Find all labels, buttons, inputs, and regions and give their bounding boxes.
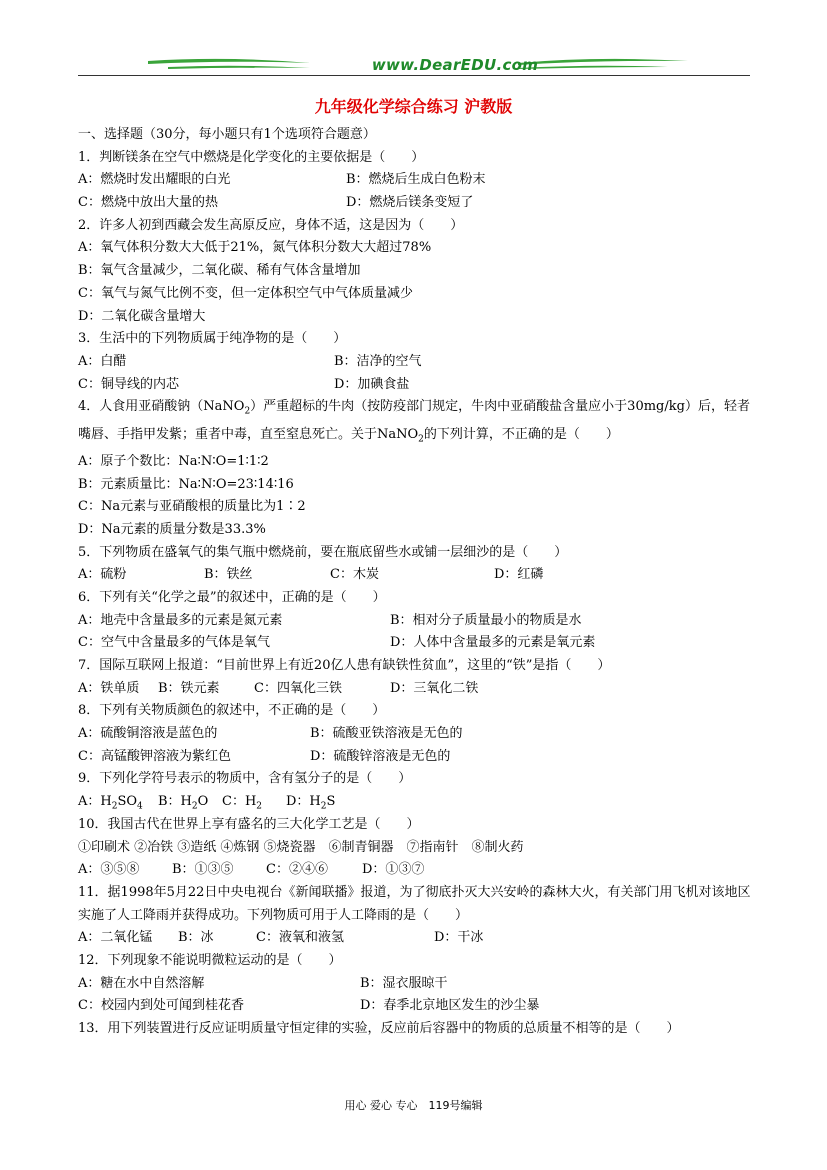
q12-option-a: A：糖在水中自然溶解 <box>78 975 205 991</box>
question-3-options-ab <box>78 351 758 374</box>
q9-a-mid: SO <box>117 794 138 810</box>
q1-option-d: D：燃烧后镁条变短了 <box>346 195 474 211</box>
exam-content <box>78 124 758 1041</box>
q8-option-d: D：硫酸锌溶液是无色的 <box>310 748 451 764</box>
question-3-options-cd <box>78 374 758 397</box>
question-4-stem <box>78 396 758 451</box>
q9-c-text: C：H <box>222 794 257 810</box>
q5-option-c: C：木炭 <box>330 567 379 583</box>
question-10-stem: 10．我国古代在世界上享有盛名的三大化学工艺是（ ） <box>78 816 420 832</box>
question-3-stem: 3．生活中的下列物质属于纯净物的是（ ） <box>78 331 347 347</box>
section-heading: 一、选择题（30分，每小题只有1个选项符合题意） <box>78 127 376 142</box>
q4-stem-sub2: 2 <box>418 434 424 445</box>
question-12-stem: 12．下列现象不能说明微粒运动的是（ ） <box>78 953 342 968</box>
q3-option-a: A：白醋 <box>78 353 127 369</box>
page-header <box>78 52 750 82</box>
question-11-options <box>78 927 758 950</box>
q4-option-a: A：原子个数比：Na∶N∶O=1∶1∶2 <box>78 453 269 469</box>
q5-option-a: A：硫粉 <box>78 567 127 583</box>
question-6-stem: 6．下列有关“化学之最”的叙述中，正确的是（ ） <box>78 589 386 605</box>
q10-option-b: B：①③⑤ <box>172 862 234 878</box>
question-9-stem: 9．下列化学符号表示的物质中，含有氢分子的是（ ） <box>78 771 412 787</box>
q9-c-sub: 2 <box>256 801 263 812</box>
q12-option-d: D：春季北京地区发生的沙尘暴 <box>360 998 540 1014</box>
q1-option-c: C：燃烧中放出大量的热 <box>78 195 218 211</box>
q12-option-b: B：湿衣服晾干 <box>360 975 448 991</box>
q1-option-a: A：燃烧时发出耀眼的白光 <box>78 172 231 188</box>
question-13-stem: 13．用下列装置进行反应证明质量守恒定律的实验，反应前后容器中的物质的总质量不相等的是（ ） <box>78 1021 680 1037</box>
question-11-stem: 11．据1998年5月22日中央电视台《新闻联播》报道，为了彻底扑灭大兴安岭的森林大火，有关部门用飞机对该地区实施了人工降雨并获得成功。下列物质可用于人工降雨的是（ ） <box>78 884 751 923</box>
q11-option-b: B：冰 <box>178 930 214 946</box>
question-12-options-cd <box>78 995 758 1018</box>
q11-option-d: D：干冰 <box>434 930 484 946</box>
q8-option-c: C：高锰酸钾溶液为紫红色 <box>78 748 231 764</box>
q10-option-a: A：③⑤⑧ <box>78 862 140 878</box>
q5-option-b: B：铁丝 <box>204 567 253 583</box>
header-divider <box>78 75 750 76</box>
q10-items: ①印刷术 ②冶铁 ③造纸 ④炼钢 ⑤烧瓷器 ⑥制青铜器 ⑦指南针 ⑧制火药 <box>78 839 524 855</box>
q3-option-b: B：洁净的空气 <box>334 353 422 369</box>
q2-option-c: C：氧气与氮气比例不变，但一定体积空气中气体质量减少 <box>78 285 413 301</box>
q6-option-b: B：相对分子质量最小的物质是水 <box>390 612 582 628</box>
q4-option-d: D：Na元素的质量分数是33.3% <box>78 521 266 537</box>
header-url: www.DearEDU.com <box>371 56 539 74</box>
question-1-options-ab <box>78 169 758 192</box>
q4-stem-part3: 的下列计算，不正确的是（ ） <box>423 426 619 442</box>
q9-d-text: D：H <box>286 794 321 810</box>
question-1-options-cd <box>78 192 758 215</box>
page-title: 九年级化学综合练习 沪教版 <box>314 97 513 116</box>
q9-d-post: S <box>326 794 336 810</box>
question-5-stem: 5．下列物质在盛氧气的集气瓶中燃烧前，要在瓶底留些水或铺一层细沙的是（ ） <box>78 544 568 560</box>
question-7-options <box>78 678 758 701</box>
q7-option-b: B：铁元素 <box>158 680 220 696</box>
q6-option-d: D：人体中含量最多的元素是氧元素 <box>390 635 596 651</box>
question-8-options-cd <box>78 746 758 769</box>
q10-option-c: C：②④⑥ <box>266 862 328 878</box>
page-footer: 用心 爱心 专心 119号编辑 <box>344 1099 483 1112</box>
q9-b-post: O <box>197 794 209 810</box>
q3-option-c: C：铜导线的内芯 <box>78 376 179 392</box>
q5-option-d: D：红磷 <box>494 567 544 583</box>
question-10-options <box>78 859 758 882</box>
question-5-options <box>78 564 758 587</box>
q9-b-sub: 2 <box>191 801 198 812</box>
q9-b-text: B：H <box>158 794 192 810</box>
q4-option-c: C：Na元素与亚硝酸根的质量比为1∶2 <box>78 499 306 515</box>
q3-option-d: D：加碘食盐 <box>334 376 410 392</box>
question-12-options-ab <box>78 973 758 996</box>
question-6-options-ab <box>78 610 758 633</box>
question-8-options-ab <box>78 723 758 746</box>
question-8-stem: 8．下列有关物质颜色的叙述中，不正确的是（ ） <box>78 703 386 719</box>
q12-option-c: C：校园内到处可闻到桂花香 <box>78 998 244 1014</box>
q9-a-text: A：H <box>78 794 112 810</box>
q4-stem-part2: ）严重超标的牛肉（按防疫部门规定，牛肉中亚硝酸盐含量应小于30mg/kg）后，轻者嘴唇、手指甲发紫；重者中毒，直至窒息死亡。关于NaNO <box>78 399 750 442</box>
q4-option-b: B：元素质量比：Na∶N∶O=23∶14∶16 <box>78 476 294 492</box>
q6-option-a: A：地壳中含量最多的元素是氮元素 <box>78 612 283 628</box>
question-6-options-cd <box>78 632 758 655</box>
question-2-stem: 2．许多人初到西藏会发生高原反应，身体不适，这是因为（ ） <box>78 217 464 233</box>
question-1-stem: 1．判断镁条在空气中燃烧是化学变化的主要依据是（ ） <box>78 149 425 165</box>
q1-option-b: B：燃烧后生成白色粉末 <box>346 172 486 188</box>
q7-option-c: C：四氧化三铁 <box>254 680 342 696</box>
q11-option-c: C：液氧和液氢 <box>256 930 344 946</box>
question-7-stem: 7．国际互联网上报道：“目前世界上有近20亿人患有缺铁性贫血”，这里的“铁”是指（ ） <box>78 658 611 674</box>
q2-option-a: A：氧气体积分数大大低于21%，氮气体积分数大大超过78% <box>78 240 432 256</box>
q8-option-b: B：硫酸亚铁溶液是无色的 <box>310 726 463 742</box>
q7-option-d: D：三氧化二铁 <box>390 680 479 696</box>
q2-option-d: D：二氧化碳含量增大 <box>78 308 206 324</box>
question-9-options <box>78 791 758 814</box>
q4-stem-part1: 4．人食用亚硝酸钠（NaNO <box>78 399 245 415</box>
q8-option-a: A：硫酸铜溶液是蓝色的 <box>78 726 218 742</box>
q9-d-sub: 2 <box>320 801 327 812</box>
q6-option-c: C：空气中含量最多的气体是氧气 <box>78 635 270 651</box>
q9-a-sub1: 2 <box>111 801 118 812</box>
q10-option-d: D：①③⑦ <box>362 862 425 878</box>
q4-stem-sub1: 2 <box>244 406 251 417</box>
q7-option-a: A：铁单质 <box>78 680 140 696</box>
q9-a-sub2: 4 <box>137 801 143 812</box>
q2-option-b: B：氧气含量减少，二氧化碳、稀有气体含量增加 <box>78 263 361 279</box>
q11-option-a: A：二氧化锰 <box>78 930 153 946</box>
